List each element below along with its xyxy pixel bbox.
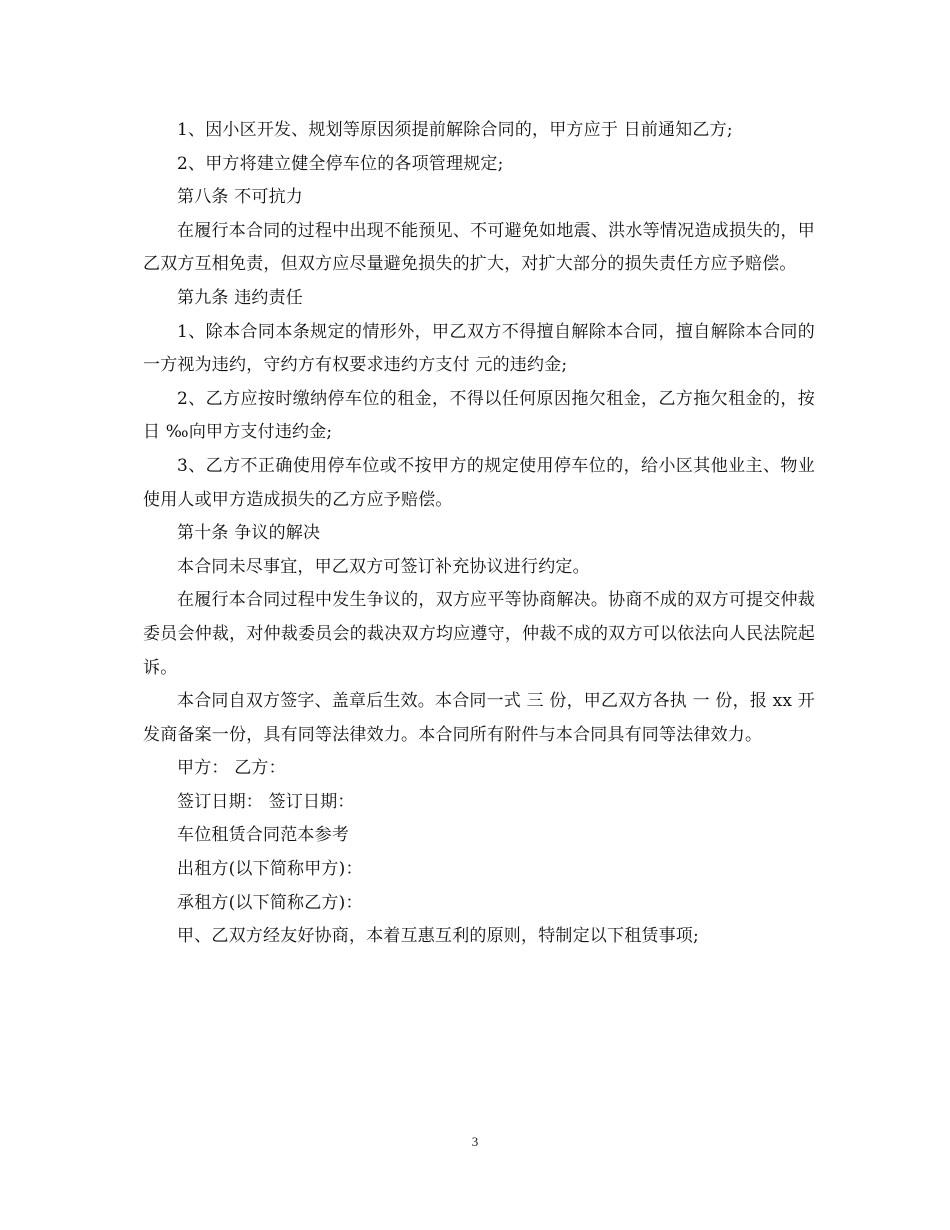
heading-article-10: 第十条 争议的解决 [177, 523, 321, 544]
signature-date-line: 签订日期： 签订日期： [177, 791, 355, 812]
paragraph-dispute-2: 在履行本合同过程中发生争议的，双方应平等协商解决。协商不成的双方可提交仲裁委员会仲裁，对仲裁委员会的裁决双方均应遵守，仲裁不成的双方可以依法向人民法院起诉。 [143, 590, 815, 678]
paragraph-force-majeure: 在履行本合同的过程中出现不能预见、不可避免如地震、洪水等情况造成损失的，甲乙双方互相免责，但双方应尽量避免损失的扩大，对扩大部分的损失责任方应予赔偿。 [143, 220, 815, 275]
paragraph-breach-3: 3、乙方不正确使用停车位或不按甲方的规定使用停车位的，给小区其他业主、物业使用人或甲方造成损失的乙方应予赔偿。 [143, 455, 815, 510]
paragraph-clause-7-2: 2、甲方将建立健全停车位的各项管理规定; [177, 153, 504, 174]
section-title-sample-contract: 车位租赁合同范本参考 [177, 825, 349, 846]
paragraph-breach-1: 1、除本合同本条规定的情形外，甲乙双方不得擅自解除本合同，擅自解除本合同的一方视为违约，守约方有权要求违约方支付 元的违约金; [143, 321, 815, 376]
paragraph-clause-7-1: 1、因小区开发、规划等原因须提前解除合同的，甲方应于 日前通知乙方; [177, 120, 733, 140]
heading-article-9: 第九条 违约责任 [177, 287, 304, 308]
heading-article-8: 第八条 不可抗力 [177, 187, 304, 208]
page-number: 3 [471, 1134, 479, 1149]
lessee-line: 承租方(以下简称乙方)： [177, 892, 363, 913]
paragraph-preamble: 甲、乙双方经友好协商，本着互惠互利的原则，特制定以下租赁事项; [177, 926, 699, 947]
document-body [143, 114, 815, 954]
signature-parties-line: 甲方： 乙方： [177, 758, 286, 779]
paragraph-dispute-1: 本合同未尽事宜，甲乙双方可签订补充协议进行约定。 [177, 556, 590, 577]
paragraph-effectiveness: 本合同自双方签字、盖章后生效。本合同一式 三 份，甲乙双方各执 一 份，报 xx 开发商备案一份，具有同等法律效力。本合同所有附件与本合同具有同等法律效力。 [143, 691, 815, 745]
lessor-line: 出租方(以下简称甲方)： [177, 859, 363, 880]
paragraph-breach-2: 2、乙方应按时缴纳停车位的租金，不得以任何原因拖欠租金，乙方拖欠租金的，按日 ‰向甲方支付违约金; [143, 388, 815, 443]
